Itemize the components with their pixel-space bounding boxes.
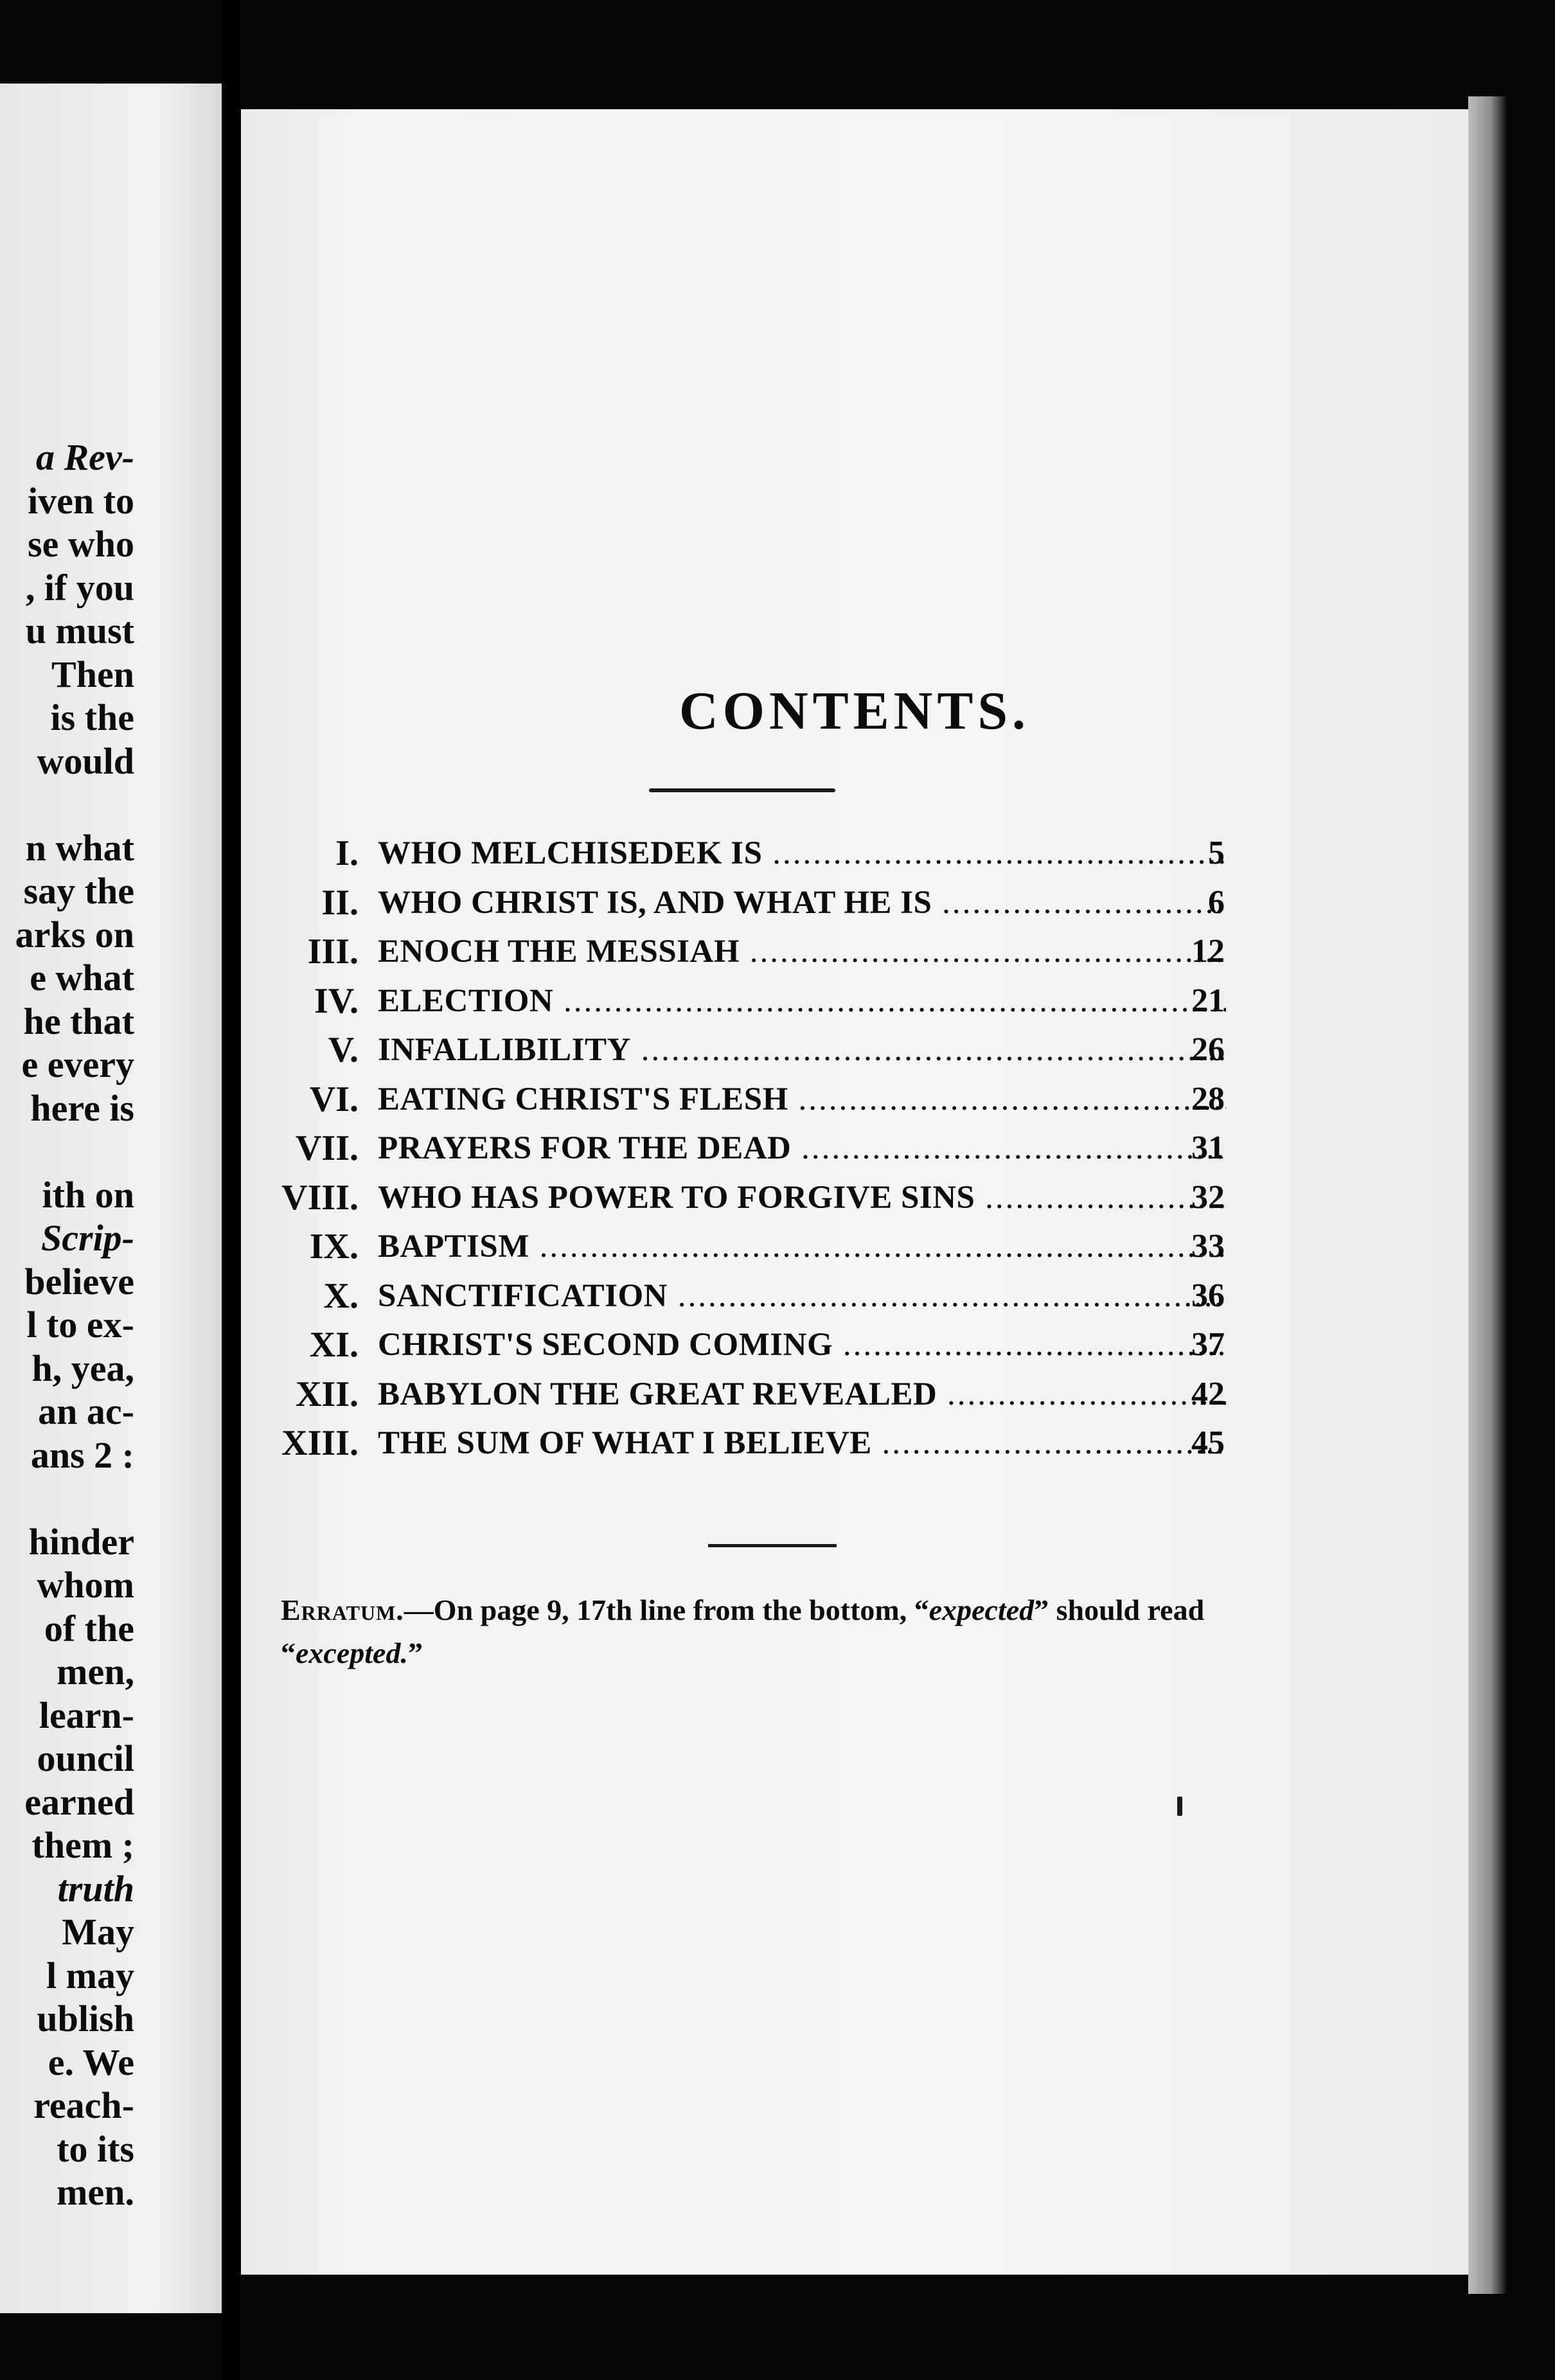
toc-entry-page: 21 xyxy=(1191,982,1225,1019)
toc-entry-page: 36 xyxy=(1191,1277,1225,1314)
facing-page-line: here is xyxy=(30,1087,134,1129)
toc-entry-page: 31 xyxy=(1191,1130,1225,1166)
toc-entry xyxy=(0,927,1555,976)
facing-page-line: men. xyxy=(57,2171,134,2213)
title-rule xyxy=(649,788,835,792)
toc-entry-title: INFALLIBILITY ..... xyxy=(378,1026,1226,1074)
toc-entry-number: I. xyxy=(335,833,359,873)
toc-entry-number: X. xyxy=(323,1275,359,1316)
ink-speck xyxy=(1177,1797,1182,1816)
facing-page-line: them ; xyxy=(31,1824,134,1866)
erratum-label: Erratum. xyxy=(281,1594,404,1626)
toc-entry-title: ENOCH THE MESSIAH ..... xyxy=(378,927,1226,976)
facing-page-line: n what xyxy=(25,826,134,869)
toc-entry-title: EATING CHRIST'S FLESH ..... xyxy=(378,1075,1226,1124)
facing-page-line: ans 2 : xyxy=(30,1434,134,1476)
toc-entry xyxy=(0,977,1555,1026)
facing-page-line: would xyxy=(37,740,134,782)
facing-page-line: l may xyxy=(46,1954,134,1996)
toc-entry-number: VIII. xyxy=(281,1177,359,1218)
toc-entry xyxy=(0,1419,1555,1468)
toc-entry-page: 26 xyxy=(1191,1031,1225,1068)
toc-entry-number: II. xyxy=(321,882,359,923)
toc-entry-page: 45 xyxy=(1191,1425,1225,1461)
facing-page-line: u must xyxy=(25,610,134,652)
facing-page-line: say the xyxy=(23,870,134,912)
toc-entry xyxy=(0,1075,1555,1124)
toc-entry xyxy=(0,829,1555,878)
facing-page-line: ublish xyxy=(37,1998,134,2039)
section-rule xyxy=(708,1544,837,1547)
page-title: CONTENTS. xyxy=(679,681,1031,741)
facing-page-line: learn- xyxy=(39,1694,134,1736)
facing-page-line: Then xyxy=(51,653,134,695)
erratum-correct-word: excepted. xyxy=(296,1637,408,1669)
toc-entry-number: V. xyxy=(328,1030,359,1070)
facing-page-gap xyxy=(0,783,134,826)
facing-page-line: e every xyxy=(21,1043,134,1085)
facing-page-line: reach- xyxy=(33,2084,134,2126)
toc-entry-number: VI. xyxy=(309,1079,359,1119)
toc-entry xyxy=(0,878,1555,927)
facing-page-line: arks on xyxy=(15,913,134,955)
toc-entry-title: SANCTIFICATION ..... xyxy=(378,1272,1226,1320)
facing-page-line: iven to xyxy=(28,479,134,522)
facing-page-line: Scrip- xyxy=(41,1217,134,1259)
toc-entry xyxy=(0,1124,1555,1173)
erratum-text: ” should read “ xyxy=(281,1594,1205,1669)
facing-page-line: se who xyxy=(28,523,134,565)
facing-page-line: ouncil xyxy=(37,1737,134,1779)
toc-entry xyxy=(0,1026,1555,1074)
toc-entry-page: 37 xyxy=(1191,1326,1225,1363)
facing-page-line: e. We xyxy=(48,2041,134,2083)
toc-entry-title: PRAYERS FOR THE DEAD ..... xyxy=(378,1124,1226,1173)
facing-page-line: h, yea, xyxy=(31,1347,134,1389)
toc-entry-title: WHO MELCHISEDEK IS ..... xyxy=(378,829,1226,878)
facing-page-line: an ac- xyxy=(38,1390,134,1432)
toc-entry-number: XI. xyxy=(309,1325,359,1365)
toc-entry-number: IV. xyxy=(314,981,359,1021)
facing-page-gap xyxy=(0,1477,134,1520)
facing-page-line: to its xyxy=(57,2127,134,2170)
toc-entry-page: 28 xyxy=(1191,1080,1225,1117)
toc-entry xyxy=(0,1320,1555,1369)
facing-page-line: whom xyxy=(37,1564,134,1606)
facing-page-line: May xyxy=(62,1911,134,1953)
erratum-note xyxy=(281,1588,1283,1674)
toc-entry-title: ELECTION ..... xyxy=(378,977,1226,1026)
toc-entry xyxy=(0,1222,1555,1271)
toc-entry xyxy=(0,1173,1555,1222)
facing-page-line: truth xyxy=(57,1867,134,1910)
toc-entry-number: III. xyxy=(307,932,359,972)
facing-page-line: of the xyxy=(44,1607,134,1649)
toc-entry-number: VII. xyxy=(295,1128,359,1168)
toc-entry-number: XII. xyxy=(295,1374,359,1414)
erratum-text: —On page 9, 17th line from the bottom, “ xyxy=(404,1594,929,1626)
toc-entry xyxy=(0,1370,1555,1419)
toc-entry-number: XIII. xyxy=(281,1423,359,1463)
toc-entry-page: 5 xyxy=(1208,835,1225,871)
facing-page-line: a Rev- xyxy=(36,436,134,478)
toc-entry-title: BAPTISM ..... xyxy=(378,1222,1226,1271)
facing-page-line: hinder xyxy=(28,1520,134,1563)
toc-entry-page: 32 xyxy=(1191,1178,1225,1216)
facing-page-line: e what xyxy=(30,957,134,999)
toc-entry-title: THE SUM OF WHAT I BELIEVE ..... xyxy=(378,1419,1226,1468)
toc-entry-title: CHRIST'S SECOND COMING ..... xyxy=(378,1320,1226,1369)
facing-page-line: ith on xyxy=(42,1173,134,1216)
toc-entry-title: WHO CHRIST IS, AND WHAT HE IS ..... xyxy=(378,878,1226,927)
erratum-wrong-word: expected xyxy=(929,1594,1035,1626)
facing-page-line: l to ex- xyxy=(26,1304,134,1345)
facing-page-line: , if you xyxy=(25,566,134,608)
toc-entry-page: 6 xyxy=(1208,884,1225,921)
toc-entry xyxy=(0,1272,1555,1320)
toc-entry-page: 42 xyxy=(1191,1375,1225,1412)
toc-entry-page: 33 xyxy=(1191,1228,1225,1265)
toc-entry-page: 12 xyxy=(1191,933,1225,970)
facing-page-line: he that xyxy=(23,1000,134,1042)
toc-entry-title: WHO HAS POWER TO FORGIVE SINS ..... xyxy=(378,1173,1226,1222)
facing-page-line: is the xyxy=(50,697,134,738)
facing-page-line: earned xyxy=(24,1781,134,1823)
toc-entry-number: IX. xyxy=(309,1227,359,1266)
toc-entry-title: BABYLON THE GREAT REVEALED ..... xyxy=(378,1370,1226,1419)
facing-page-line: men, xyxy=(57,1651,134,1692)
facing-page-line: believe xyxy=(24,1260,134,1302)
erratum-text: ” xyxy=(407,1637,423,1669)
